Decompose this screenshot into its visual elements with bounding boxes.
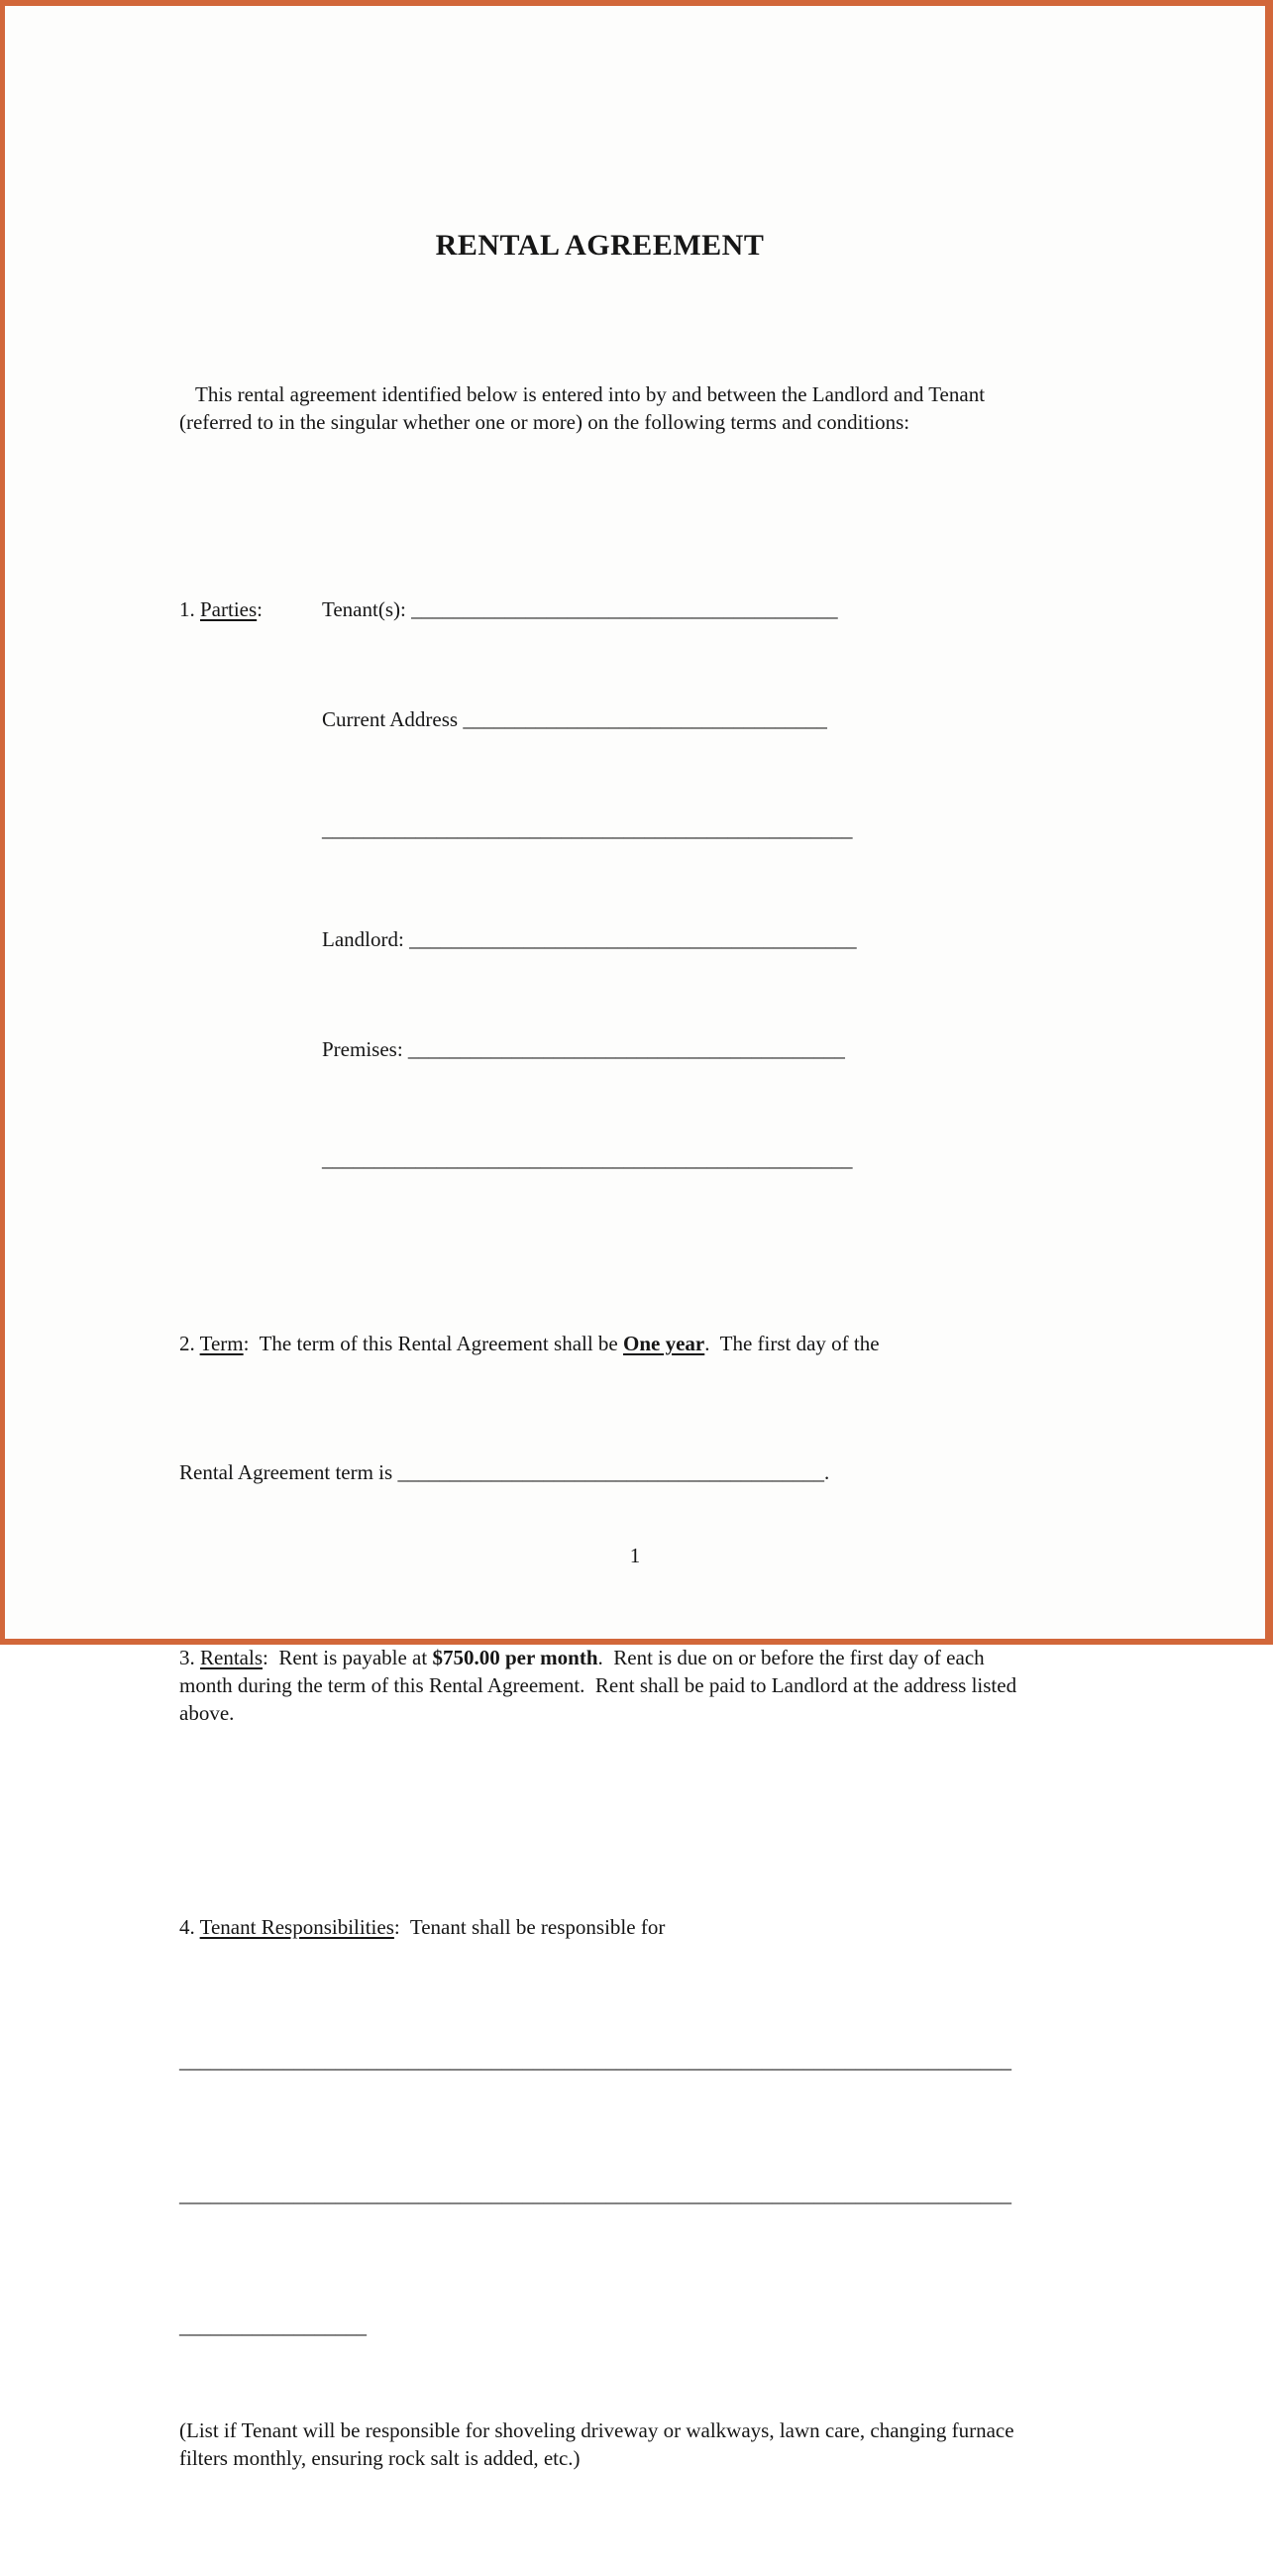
address-continuation-row	[179, 815, 1020, 843]
tenant-label: Tenant(s):	[322, 597, 412, 621]
current-address-blank: ___________________________________	[463, 707, 827, 731]
current-address-row	[179, 705, 1020, 733]
rentals-text-a: Rent is payable at	[267, 1646, 433, 1669]
address-continuation-blank: ___________________________________________________	[322, 817, 853, 841]
section4-number: 4.	[179, 1915, 200, 1939]
term-paragraph	[179, 1330, 1020, 1357]
section4-title: Tenant Responsibilities	[199, 1915, 394, 1939]
section1-colon: :	[257, 597, 263, 621]
responsibilities-blank-1: ________________________________________________________________________________	[179, 2049, 1011, 2073]
current-address-label: Current Address	[322, 707, 464, 731]
parties-tenant-row	[179, 595, 1020, 623]
term-text-b: . The first day of the	[704, 1332, 880, 1355]
section1-title: Parties	[200, 597, 258, 621]
section3-colon: :	[263, 1646, 268, 1669]
premises-row	[179, 1035, 1020, 1063]
premises-continuation-blank: ___________________________________________________	[322, 1147, 853, 1171]
tenant-blank: _________________________________________	[411, 597, 838, 621]
responsibilities-heading-line	[179, 1913, 1020, 1941]
document-title: RENTAL AGREEMENT	[435, 229, 765, 262]
section4-colon: :	[393, 1915, 400, 1939]
landlord-row	[179, 925, 1020, 953]
section3-title: Rentals	[200, 1646, 263, 1669]
landlord-label: Landlord:	[322, 927, 410, 951]
responsibilities-note: (List if Tenant will be responsible for shoveling driveway or walkways, lawn care, changing furnace filters monthly, ensuring rock salt is added, etc.)	[179, 2418, 1019, 2470]
term-date-blank: _________________________________________	[397, 1460, 824, 1484]
term-value: One year	[623, 1332, 705, 1355]
rent-amount: $750.00 per month	[432, 1646, 598, 1669]
premises-label: Premises:	[322, 1037, 408, 1061]
rentals-paragraph	[179, 1644, 1020, 1727]
landlord-field	[322, 925, 1020, 953]
term-text-a: The term of this Rental Agreement shall be	[249, 1332, 624, 1355]
page-number: 1	[629, 1544, 641, 1567]
term-date-label: Rental Agreement term is	[179, 1460, 398, 1484]
section3-number: 3.	[179, 1646, 200, 1669]
tenant-field	[322, 595, 1020, 623]
section2-title: Term	[199, 1332, 244, 1355]
premises-field	[322, 1035, 1020, 1063]
responsibilities-text: Tenant shall be responsible for	[399, 1915, 666, 1939]
premises-continuation-row	[179, 1145, 1020, 1173]
responsibilities-blank-3: __________________	[179, 2314, 367, 2338]
term-date-period: .	[823, 1460, 830, 1484]
section2-colon: :	[243, 1332, 250, 1355]
section2-number: 2.	[179, 1332, 200, 1355]
term-date-line	[179, 1458, 1020, 1486]
landlord-blank: ___________________________________________	[409, 927, 857, 951]
section1-heading	[179, 595, 322, 623]
rentals-text-b: . Rent is due on or before the first day of each month during the term of this Rental Agreement. Rent shall be paid to Landlord at the address listed above.	[179, 1646, 1022, 1725]
intro-paragraph: This rental agreement identified below is entered into by and between the Landlord and Tenant (referred to in the singular whether one or more) on the following terms and conditions:	[179, 382, 991, 434]
responsibilities-blank-2: ________________________________________________________________________________	[179, 2183, 1011, 2206]
premises-blank: __________________________________________	[407, 1037, 845, 1061]
section1-number: 1.	[179, 597, 200, 621]
current-address-field	[322, 705, 1020, 733]
document-content	[179, 6, 1020, 2576]
